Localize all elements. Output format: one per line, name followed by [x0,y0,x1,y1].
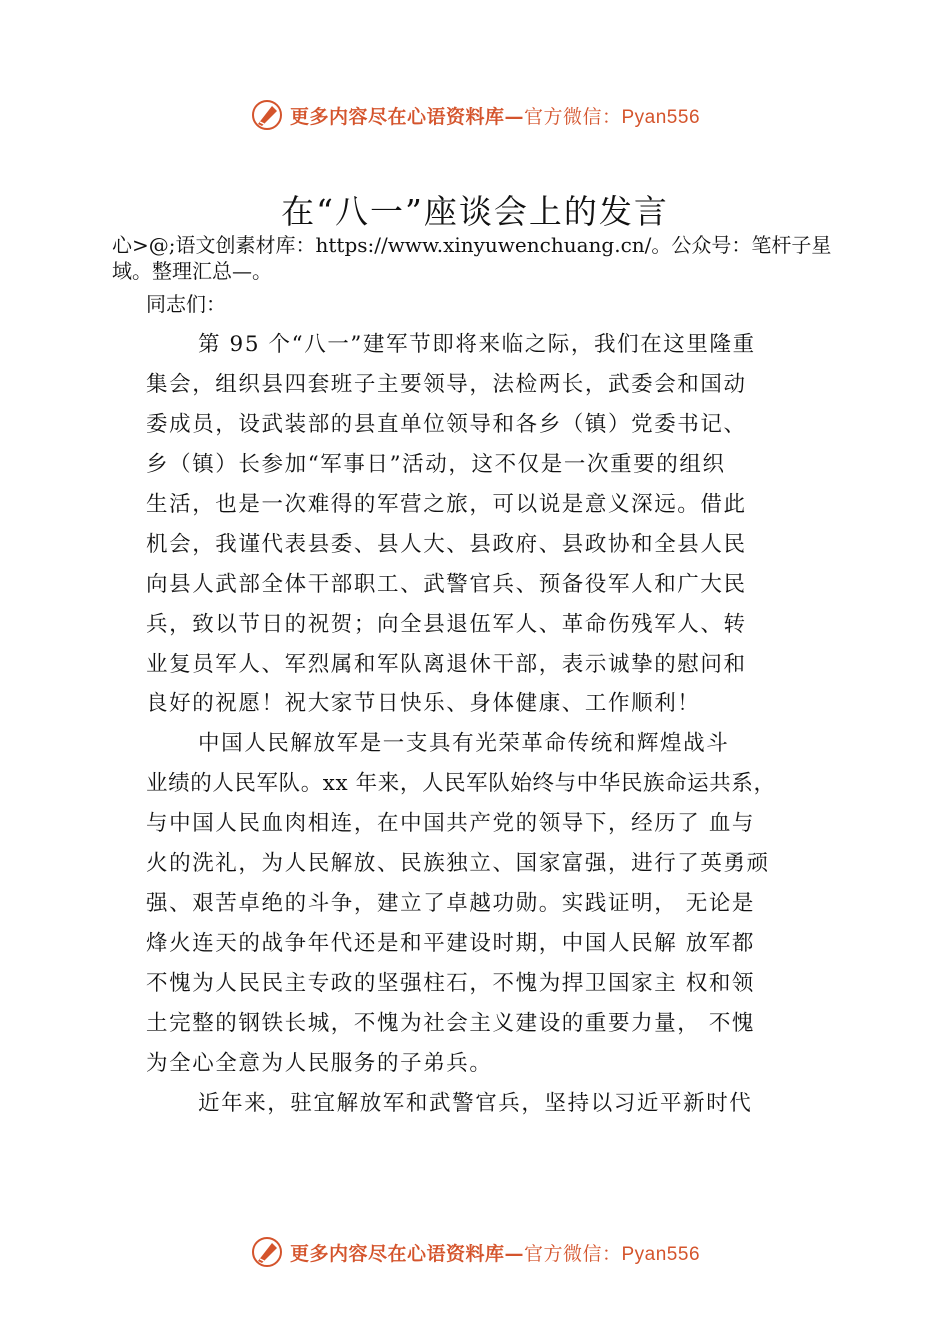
text-line: 火的洗礼，为人民解放、民族独立、国家富强，进行了英勇顽 [146,851,770,876]
text-line: 与中国人民血肉相连，在中国共产党的领导下，经历了 血与 [146,811,756,836]
text-line: 为全心全意为人民服务的子弟兵。 [146,1051,493,1076]
greeting: 同志们： [146,292,226,316]
header-banner [0,95,950,135]
text-line: 委成员，设武装部的县直单位领导和各乡（镇）党委书记、 [146,412,747,437]
banner-dash: — [504,1242,524,1265]
footer-banner [0,1232,950,1272]
banner-wechat-id: Pyan556 [621,106,701,128]
text-line: 土完整的钢铁长城，不愧为社会主义建设的重要力量， 不愧 [146,1011,756,1036]
pen-nib-logo-icon [250,98,284,132]
text-line: 不愧为人民民主专政的坚强柱石，不愧为捍卫国家主 权和领 [146,971,756,996]
text-line: 向县人武部全体干部职工、武警官兵、预备役军人和广大民 [146,572,747,597]
banner-text [290,1239,700,1266]
text-line: 兵，致以节日的祝贺；向全县退伍军人、革命伤残军人、转 [146,612,747,637]
banner-main-text: 更多内容尽在心语资料库 [289,105,505,128]
text-line: 机会，我谨代表县委、县人大、县政府、县政协和全县人民 [146,532,747,557]
banner-text [290,102,700,129]
text-line: 强、艰苦卓绝的斗争，建立了卓越功勋。实践证明， 无论是 [146,891,756,916]
banner-label: 官方微信： [523,105,622,128]
text-line: 第 95 个“八一”建军节即将来临之际，我们在这里隆重 [198,332,756,357]
page-title: 在“八一”座谈会上的发言 [281,192,669,231]
text-line: 中国人民解放军是一支具有光荣革命传统和辉煌战斗 [198,731,730,756]
banner-dash: — [504,105,524,128]
text-line: 良好的祝愿！祝大家节日快乐、身体健康、工作顺利！ [146,691,701,716]
text-line: 生活，也是一次难得的军营之旅，可以说是意义深远。借此 [146,492,747,517]
banner-label: 官方微信： [523,1242,622,1265]
text-line: 乡（镇）长参加“军事日”活动，这不仅是一次重要的组织 [146,452,726,477]
text-line: 集会，组织县四套班子主要领导，法检两长，武委会和国动 [146,372,747,397]
source-note: 心>@;语文创素材库：https://www.xinyuwenchuang.cn/。公众号：笔杆子星域。整理汇总—。 [112,233,832,283]
text-line: 烽火连天的战争年代还是和平建设时期，中国人民解 放军都 [146,931,756,956]
text-line: 业绩的人民军队。xx 年来，人民军队始终与中华民族命运共系， [146,771,776,796]
text-line: 近年来，驻宜解放军和武警官兵，坚持以习近平新时代 [198,1091,753,1116]
banner-wechat-id: Pyan556 [621,1243,701,1265]
pen-nib-logo-icon [250,1235,284,1269]
banner-main-text: 更多内容尽在心语资料库 [289,1242,505,1265]
text-line: 业复员军人、军烈属和军队离退休干部，表示诚挚的慰问和 [146,652,747,677]
